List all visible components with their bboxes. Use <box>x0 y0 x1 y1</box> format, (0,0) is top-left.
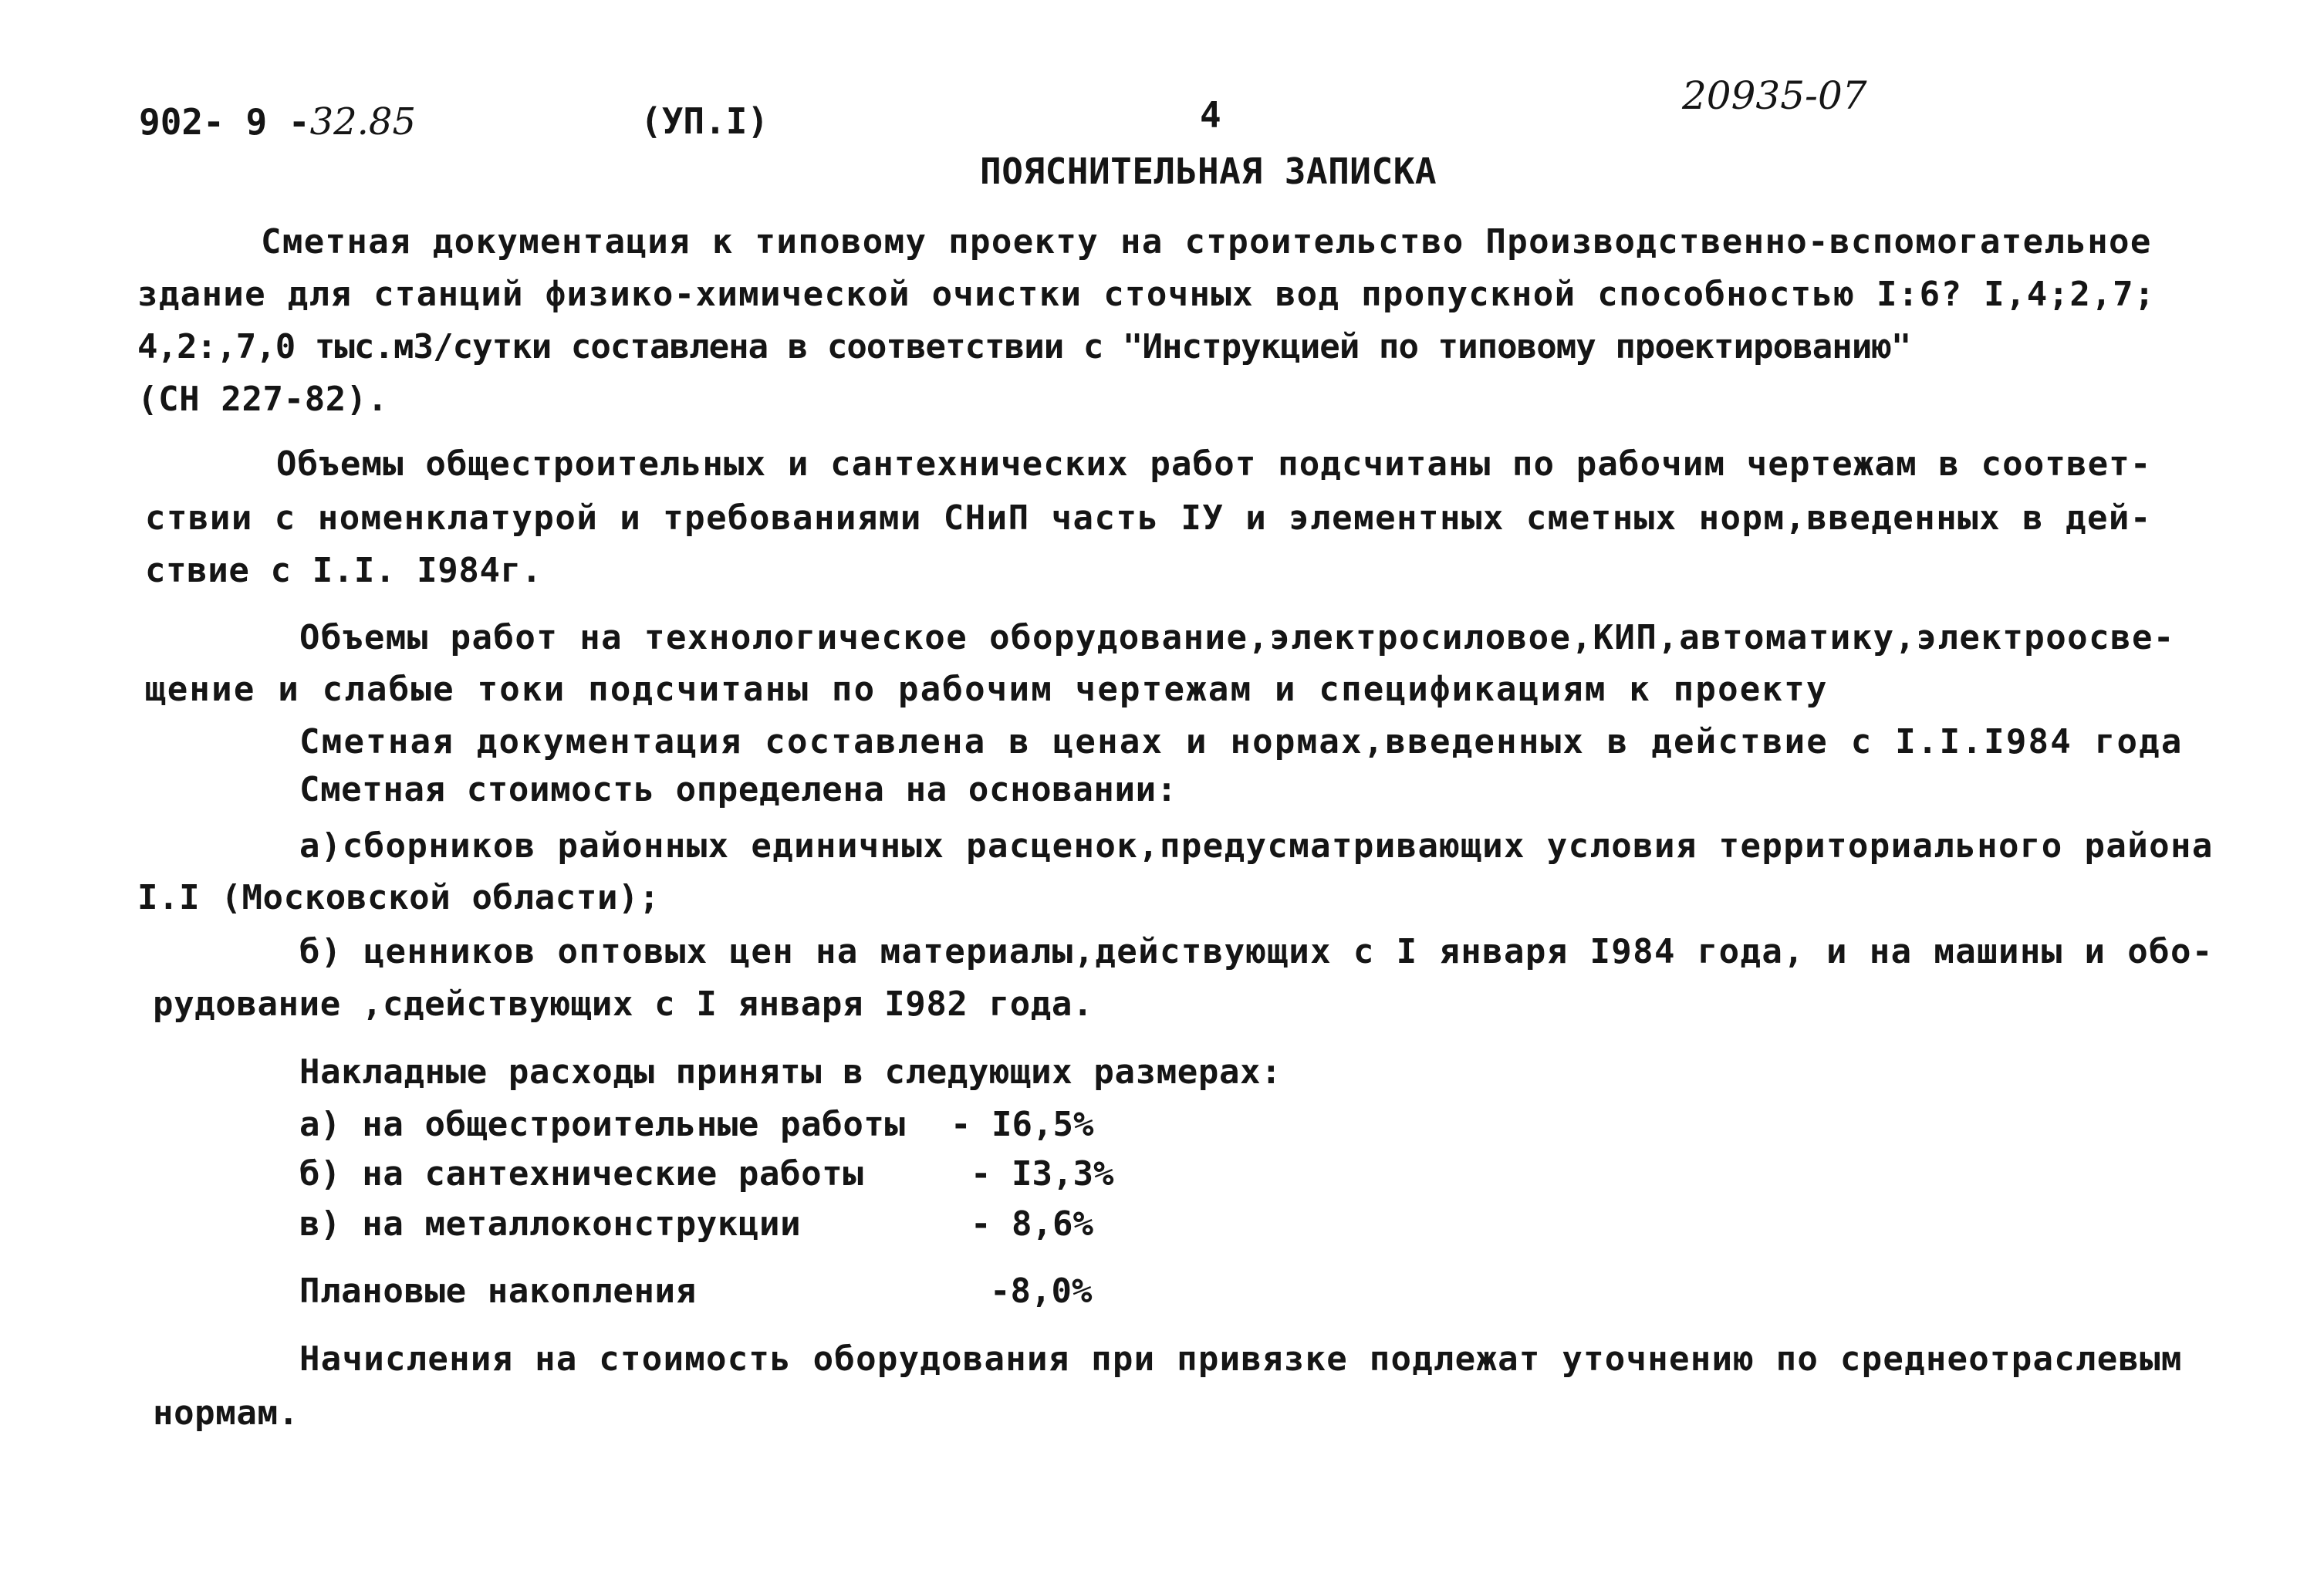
text-line: 4,2:,7,0 тыс.м3/сутки составлена в соответствии с "Инструкцией по типовому проектированию" <box>137 327 1911 366</box>
text-line: (СН 227-82). <box>137 380 389 419</box>
overhead-item-label: б) на сантехнические работы <box>299 1154 864 1194</box>
text-line: б) ценников оптовых цен на материалы,действующих с I января I984 года, и на машины и обо- <box>299 932 2214 971</box>
overhead-item-label: в) на металлоконструкции <box>299 1204 802 1244</box>
planned-savings-label: Плановые накопления <box>299 1271 697 1311</box>
text-line: Начисления на стоимость оборудования при привязке подлежат уточнению по среднеотраслевым <box>299 1339 2183 1379</box>
doc-code <box>139 100 416 144</box>
text-line: I.I (Московской области); <box>137 878 660 917</box>
doc-code-handwritten: 32.85 <box>309 100 416 144</box>
text-line: ствие с I.I. I984г. <box>145 551 542 590</box>
overhead-item-value: - 8,6% <box>971 1204 1093 1244</box>
text-line: Объемы общестроительных и сантехнических работ подсчитаны по рабочим чертежам в соответ- <box>276 444 2152 484</box>
text-line: рудование ,сдействующих с I января I982 года. <box>153 984 1094 1024</box>
text-line: щение и слабые токи подсчитаны по рабочим чертежам и спецификациям к проекту <box>145 670 1829 709</box>
text-line: Объемы работ на технологическое оборудование,электросиловое,КИП,автоматику,электроосве- <box>299 618 2175 657</box>
text-line: а)сборников районных единичных расценок,предусматривающих условия территориального района <box>299 826 2214 866</box>
overhead-item-label: а) на общестроительные работы <box>299 1105 906 1144</box>
text-line: Сметная документация к типовому проекту на строительство Производственно-вспомогательное <box>261 222 2152 262</box>
page-title: ПОЯСНИТЕЛЬНАЯ ЗАПИСКА <box>980 150 1437 192</box>
text-line: нормам. <box>153 1393 299 1433</box>
overhead-item-value: - I3,3% <box>971 1154 1114 1194</box>
archive-number: 20935-07 <box>1682 73 1867 118</box>
text-line: Сметная стоимость определена на основании: <box>299 770 1177 809</box>
section-code: (УП.I) <box>640 100 769 142</box>
text-line: ствии с номенклатурой и требованиями СНиП часть IУ и элементных сметных норм,введенных в дей- <box>145 498 2152 538</box>
text-line: здание для станций физико-химической очистки сточных вод пропускной способностью I:6? I,4;2,7; <box>137 275 2156 314</box>
text-line: Сметная документация составлена в ценах и нормах,введенных в действие с I.I.I984 года <box>299 722 2184 762</box>
overhead-heading: Накладные расходы приняты в следующих размерах: <box>299 1052 1282 1092</box>
overhead-item-value: - I6,5% <box>951 1105 1094 1144</box>
planned-savings-value: -8,0% <box>990 1271 1093 1311</box>
page-number: 4 <box>1200 94 1221 136</box>
doc-code-print: 902- 9 - <box>139 101 310 143</box>
